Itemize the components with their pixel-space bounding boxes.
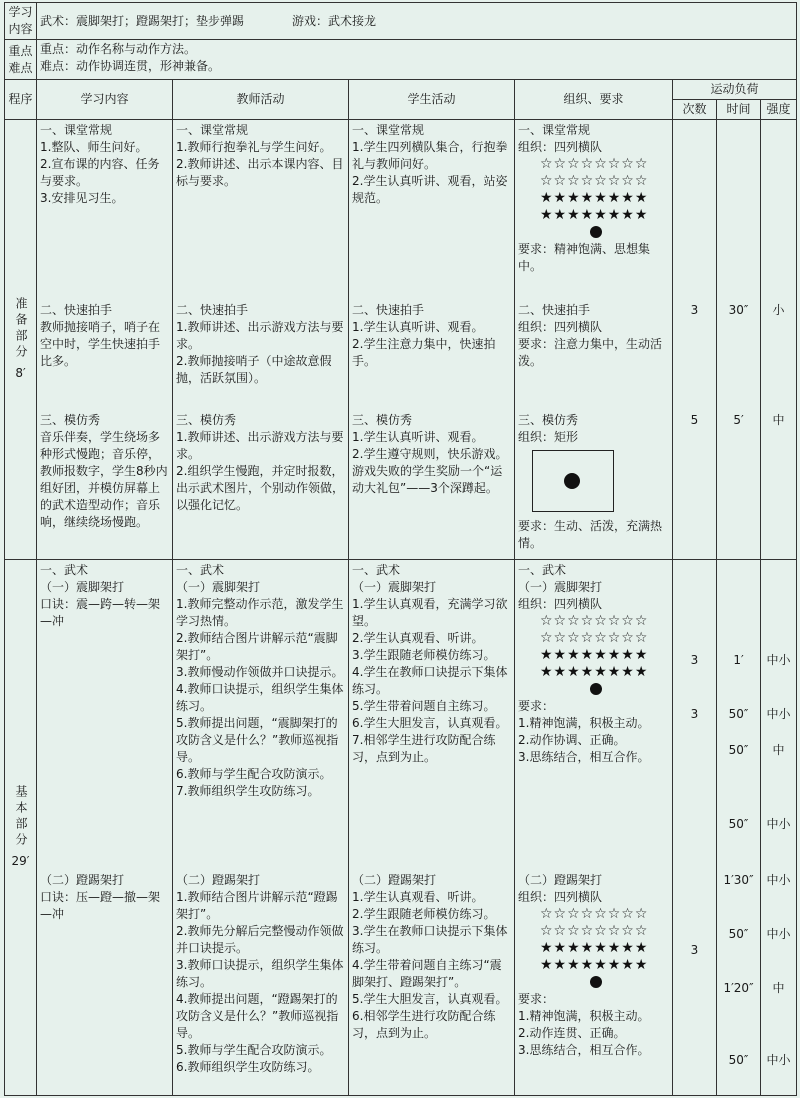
load-intensity: 中小 <box>766 707 791 721</box>
text-line: 6.相邻学生进行攻防配合练习，点到为止。 <box>352 1009 496 1040</box>
formation-stars-solid-row: ★★★★★★★★ <box>540 207 649 223</box>
text-line: 6.学生大胆发言，认真观看。 <box>352 716 508 730</box>
label-focus-difficulty: 重点难点 <box>5 40 37 80</box>
col-teacher: 教师活动 <box>173 80 349 120</box>
formation-stars-hollow-row: ☆☆☆☆☆☆☆☆ <box>540 613 649 629</box>
text-line: 3.学生在教师口诀提示下集体练习。 <box>352 924 508 955</box>
prep-count-cell <box>673 120 717 560</box>
formation-stars-solid-row: ★★★★★★★★ <box>540 957 649 973</box>
prep-stage-label: 准备部分 <box>14 297 28 361</box>
prep-content-cell <box>37 120 173 560</box>
load-intensity: 中小 <box>766 817 791 831</box>
prep-stage-cell <box>5 120 37 560</box>
basic-intensity-cell <box>761 560 797 1096</box>
text-line: 一、课堂常规 <box>518 123 591 137</box>
col-intensity: 强度 <box>761 100 797 120</box>
basic-student-block-2 <box>352 872 511 1042</box>
load-count: 5 <box>690 413 699 427</box>
load-intensity: 中小 <box>766 873 791 887</box>
text-line: 一、课堂常规 <box>40 123 113 137</box>
text-line: （一）震脚架打 <box>352 580 437 594</box>
prep-content-block-3 <box>40 412 169 531</box>
load-time: 5′ <box>733 413 744 427</box>
text-line: 5.教师提出问题，“震脚架打的攻防含义是什么？”教师巡视指导。 <box>176 716 339 764</box>
text-line: 4.学生在教师口诀提示下集体练习。 <box>352 665 508 696</box>
text-line: 一、武术 <box>176 563 225 577</box>
requirement-text: 要求：生动、活泼，充满热情。 <box>518 519 663 550</box>
formation-stars-solid-row: ★★★★★★★★ <box>540 940 649 956</box>
text-line: 4.教师提出问题，“蹬踢架打的攻防含义是什么？”教师巡视指导。 <box>176 992 339 1040</box>
text-line: 2.学生遵守规则，快乐游戏。游戏失败的学生奖励一个“运动大礼包”——3个深蹲起。 <box>352 447 508 495</box>
basic-content-block-1 <box>40 562 169 630</box>
learning-content-text: 武术：震脚架打；蹬踢架打；垫步弹踢 游戏：武术接龙 <box>37 3 797 40</box>
text-line: 4.学生带着问题自主练习“震脚架打、蹬踢架打”。 <box>352 958 502 989</box>
text-line: 要求：注意力集中，生动活泼。 <box>518 337 663 368</box>
requirement-text: 要求：精神饱满、思想集中。 <box>518 242 651 273</box>
header-row-focus <box>5 40 797 80</box>
text-line: 1.教师完整动作示范，激发学生学习热情。 <box>176 597 344 628</box>
col-load: 运动负荷 <box>673 80 797 100</box>
text-line: 6.教师组织学生攻防练习。 <box>176 1060 320 1074</box>
prep-content-block-1 <box>40 122 169 207</box>
load-intensity: 中小 <box>766 653 791 667</box>
text-line: 一、课堂常规 <box>176 123 249 137</box>
text-line: 一、武术 <box>40 563 89 577</box>
text-line: 3.思练结合，相互合作。 <box>518 1043 650 1057</box>
text-line: 三、模仿秀 <box>518 413 579 427</box>
text-line: （二）蹬踢架打 <box>352 873 437 887</box>
text-line: 5.学生带着问题自主练习。 <box>352 699 496 713</box>
text-line: 要求： <box>518 699 555 713</box>
column-header-row <box>5 80 797 100</box>
text-line: 2.教师结合图片讲解示范“震脚架打”。 <box>176 631 338 662</box>
text-line: 1.教师行抱拳礼与学生问好。 <box>176 140 332 154</box>
text-line: 2.动作连贯、正确。 <box>518 1026 626 1040</box>
text-line: 教师抛接哨子，哨子在空中时，学生快速拍手比多。 <box>40 320 161 368</box>
prep-section-row <box>5 120 797 560</box>
teacher-position-dot <box>590 683 602 695</box>
text-line: 2.组织学生慢跑，并定时报数，出示武术图片，个别动作领做，以强化记忆。 <box>176 464 345 512</box>
text-line: 2.宣布课的内容、任务与要求。 <box>40 157 160 188</box>
prep-content-block-2 <box>40 302 169 370</box>
basic-teacher-block-1 <box>176 562 345 800</box>
teacher-position-dot <box>564 473 580 489</box>
text-line: 1.学生认真听讲、观看。 <box>352 430 484 444</box>
prep-intensity-cell <box>761 120 797 560</box>
text-line: 2.教师先分解后完整慢动作领做并口诀提示。 <box>176 924 344 955</box>
text-line: 1.精神饱满，积极主动。 <box>518 1009 650 1023</box>
load-time: 30″ <box>728 303 749 317</box>
load-intensity: 中 <box>772 981 785 995</box>
basic-time-cell <box>717 560 761 1096</box>
difficulty-line: 难点：动作协调连贯，形神兼备。 <box>40 59 221 73</box>
basic-content-block-2 <box>40 872 169 923</box>
load-count: 3 <box>690 303 699 317</box>
text-line: 5.学生大胆发言，认真观看。 <box>352 992 508 1006</box>
text-line: 组织：四列横队 <box>518 140 603 154</box>
formation-stars-hollow-row: ☆☆☆☆☆☆☆☆ <box>540 906 649 922</box>
text-line: 1.学生认真观看、听讲。 <box>352 890 484 904</box>
load-intensity: 中小 <box>766 927 791 941</box>
formation-stars-hollow-row: ☆☆☆☆☆☆☆☆ <box>540 630 649 646</box>
load-time: 50″ <box>728 817 749 831</box>
text-line: 1.整队、师生问好。 <box>40 140 148 154</box>
text-line: 组织：四列横队 <box>518 597 603 611</box>
header-row-content <box>5 3 797 40</box>
text-line: （二）蹬踢架打 <box>176 873 261 887</box>
prep-teacher-block-3 <box>176 412 345 514</box>
text-line: 二、快速拍手 <box>40 303 113 317</box>
text-line: 1.教师讲述、出示游戏方法与要求。 <box>176 430 344 461</box>
basic-content-cell <box>37 560 173 1096</box>
text-line: 三、模仿秀 <box>40 413 101 427</box>
prep-student-block-1 <box>352 122 511 207</box>
text-line: 3.学生跟随老师模仿练习。 <box>352 648 496 662</box>
col-time: 时间 <box>717 100 761 120</box>
text-line: 1.教师讲述、出示游戏方法与要求。 <box>176 320 344 351</box>
text-line: 二、快速拍手 <box>518 303 591 317</box>
text-line: 二、快速拍手 <box>176 303 249 317</box>
text-line: 一、课堂常规 <box>352 123 425 137</box>
prep-org-block-2 <box>518 302 669 370</box>
prep-student-block-3 <box>352 412 511 497</box>
load-intensity: 中 <box>772 413 785 427</box>
prep-teacher-cell <box>173 120 349 560</box>
lesson-plan-table <box>4 2 797 1096</box>
basic-student-cell <box>349 560 515 1096</box>
basic-org-block-1 <box>518 562 669 766</box>
text-line: 2.教师抛接哨子（中途故意假抛，活跃氛围）。 <box>176 354 332 385</box>
basic-student-block-1 <box>352 562 511 766</box>
text-line: 1.学生认真听讲、观看。 <box>352 320 484 334</box>
prep-student-cell <box>349 120 515 560</box>
label-learning-content: 学习内容 <box>5 3 37 40</box>
basic-stage-label: 基本部分 <box>14 785 28 849</box>
text-line: 一、武术 <box>352 563 401 577</box>
text-line: 4.教师口诀提示，组织学生集体练习。 <box>176 682 344 713</box>
text-line: 口诀：压—蹬—撤—架—冲 <box>40 890 161 921</box>
text-line: 5.教师与学生配合攻防演示。 <box>176 1043 332 1057</box>
formation-stars-solid-row: ★★★★★★★★ <box>540 647 649 663</box>
focus-line: 重点：动作名称与动作方法。 <box>40 42 197 56</box>
text-line: 要求： <box>518 992 555 1006</box>
prep-minutes: 8′ <box>15 366 26 380</box>
text-line: 三、模仿秀 <box>176 413 237 427</box>
text-line: 一、武术 <box>518 563 567 577</box>
prep-org-block-3 <box>518 412 669 552</box>
text-line: 2.学生跟随老师模仿练习。 <box>352 907 496 921</box>
text-line: 组织：四列横队 <box>518 890 603 904</box>
text-line: 口诀：震—跨—转—架—冲 <box>40 597 161 628</box>
basic-org-cell <box>515 560 673 1096</box>
prep-student-block-2 <box>352 302 511 370</box>
col-student: 学生活动 <box>349 80 515 120</box>
col-count: 次数 <box>673 100 717 120</box>
text-line: 三、模仿秀 <box>352 413 413 427</box>
basic-stage-cell <box>5 560 37 1096</box>
load-time: 1′ <box>733 653 744 667</box>
text-line: 3.教师口诀提示，组织学生集体练习。 <box>176 958 344 989</box>
text-line: 组织：四列横队 <box>518 320 603 334</box>
text-line: 1.精神饱满，积极主动。 <box>518 716 650 730</box>
col-org: 组织、要求 <box>515 80 673 120</box>
load-time: 1′30″ <box>723 873 754 887</box>
text-line: 3.教师慢动作领做并口诀提示。 <box>176 665 344 679</box>
text-line: （二）蹬踢架打 <box>518 873 603 887</box>
text-line: 1.学生四列横队集合，行抱拳礼与教师问好。 <box>352 140 508 171</box>
formation-stars-hollow-row: ☆☆☆☆☆☆☆☆ <box>540 156 649 172</box>
load-time: 1′20″ <box>723 981 754 995</box>
teacher-position-dot <box>590 976 602 988</box>
text-line: 2.学生注意力集中，快速拍手。 <box>352 337 496 368</box>
text-line: 二、快速拍手 <box>352 303 425 317</box>
formation-stars-hollow-row: ☆☆☆☆☆☆☆☆ <box>540 173 649 189</box>
focus-difficulty-text <box>37 40 797 80</box>
teacher-position-dot <box>590 226 602 238</box>
basic-count-cell <box>673 560 717 1096</box>
text-line: 1.教师结合图片讲解示范“蹬踢架打”。 <box>176 890 338 921</box>
load-count: 3 <box>690 943 699 957</box>
prep-org-cell <box>515 120 673 560</box>
text-line: 3.思练结合，相互合作。 <box>518 750 650 764</box>
load-intensity: 中小 <box>766 1053 791 1067</box>
text-line: （二）蹬踢架打 <box>40 873 125 887</box>
basic-org-block-2 <box>518 872 669 1059</box>
prep-teacher-block-2 <box>176 302 345 387</box>
text-line: 音乐伴奏，学生绕场多种形式慢跑；音乐停，教师报数字，学生8秒内组好团，并模仿屏幕上的武术造型动作；音乐响，继续绕场慢跑。 <box>40 430 168 529</box>
prep-org-block-1 <box>518 122 669 275</box>
load-time: 50″ <box>728 927 749 941</box>
load-time: 50″ <box>728 1053 749 1067</box>
text-line: 7.相邻学生进行攻防配合练习，点到为止。 <box>352 733 496 764</box>
load-count: 3 <box>690 707 699 721</box>
basic-minutes: 29′ <box>11 854 30 868</box>
col-stage: 程序 <box>5 80 37 120</box>
load-time: 50″ <box>728 743 749 757</box>
formation-stars-solid-row: ★★★★★★★★ <box>540 664 649 680</box>
load-count: 3 <box>690 653 699 667</box>
formation-stars-hollow-row: ☆☆☆☆☆☆☆☆ <box>540 923 649 939</box>
text-line: （一）震脚架打 <box>40 580 125 594</box>
basic-teacher-cell <box>173 560 349 1096</box>
basic-teacher-block-2 <box>176 872 345 1076</box>
prep-time-cell <box>717 120 761 560</box>
text-line: 2.教师讲述、出示本课内容、目标与要求。 <box>176 157 344 188</box>
text-line: 2.学生认真观看、听讲。 <box>352 631 484 645</box>
text-line: 6.教师与学生配合攻防演示。 <box>176 767 332 781</box>
basic-section-row <box>5 560 797 1096</box>
text-line: 组织：矩形 <box>518 430 579 444</box>
text-line: 3.安排见习生。 <box>40 191 124 205</box>
text-line: 2.动作协调、正确。 <box>518 733 626 747</box>
text-line: 2.学生认真听讲、观看，站姿规范。 <box>352 174 508 205</box>
load-time: 50″ <box>728 707 749 721</box>
text-line: （一）震脚架打 <box>176 580 261 594</box>
load-intensity: 小 <box>772 303 785 317</box>
col-content: 学习内容 <box>37 80 173 120</box>
load-intensity: 中 <box>772 743 785 757</box>
text-line: 1.学生认真观看，充满学习欲望。 <box>352 597 508 628</box>
text-line: （一）震脚架打 <box>518 580 603 594</box>
rectangle-formation-diagram <box>532 450 614 512</box>
text-line: 7.教师组织学生攻防练习。 <box>176 784 320 798</box>
prep-teacher-block-1 <box>176 122 345 190</box>
formation-stars-solid-row: ★★★★★★★★ <box>540 190 649 206</box>
